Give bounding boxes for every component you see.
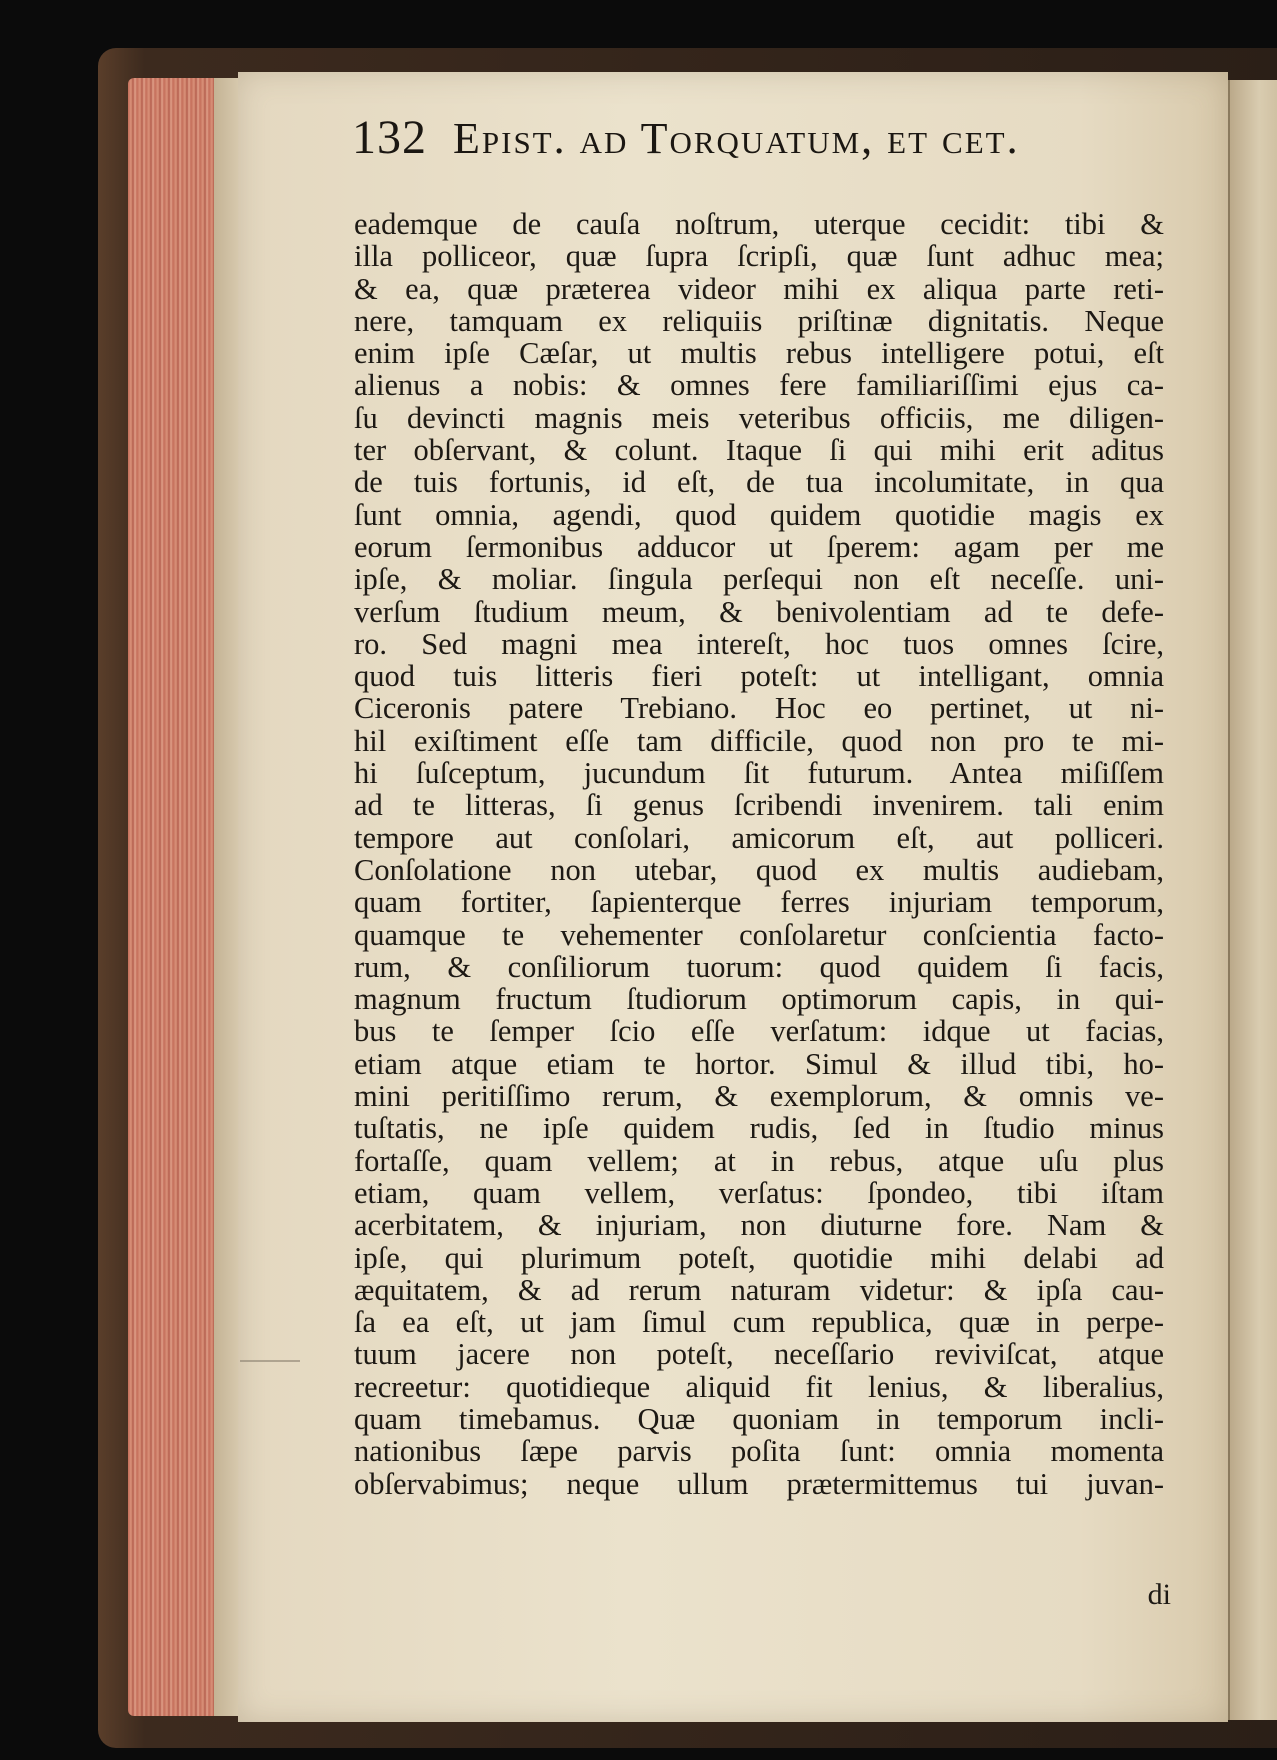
text-line: quam timebamus. Quæ quoniam in temporum incli- [354, 1401, 1164, 1436]
page-header [352, 110, 1172, 180]
text-line: ſu devincti magnis meis veteribus officiis, me diligen- [354, 400, 1164, 435]
text-line: ſa ea eſt, ut jam ſimul cum republica, quæ in perpe- [354, 1305, 1164, 1340]
text-line: enim ipſe Cæſar, ut multis rebus intelligere potui, eſt [354, 336, 1164, 371]
text-line: ter obſervant, & colunt. Itaque ſi qui mihi erit aditus [354, 433, 1164, 468]
text-line: eorum ſermonibus adducor ut ſperem: agam per me [354, 529, 1164, 564]
text-line: mini peritiſſimo rerum, & exemplorum, & omnis ve- [354, 1079, 1164, 1114]
text-line: ipſe, & moliar. ſingula perſequi non eſt neceſſe. uni- [354, 562, 1164, 597]
page-number: 132 [352, 111, 427, 164]
text-line: eademque de cauſa noſtrum, uterque cecidit: tibi & [354, 207, 1164, 241]
margin-mark [240, 1360, 300, 1362]
text-line: alienus a nobis: & omnes fere familiariſſimi ejus ca- [354, 368, 1164, 403]
running-head: Epist. ad Torquatum, et cet. [453, 114, 1020, 163]
text-line: hi ſuſceptum, jucundum ſit futurum. Antea miſiſſem [354, 756, 1164, 791]
text-line: bus te ſemper ſcio eſſe verſatum: idque ut facias, [354, 1014, 1164, 1049]
text-line: tuſtatis, ne ipſe quidem rudis, ſed in ſtudio minus [354, 1111, 1164, 1146]
text-line: obſervabimus; neque ullum prætermittemus tui juvan- [354, 1466, 1164, 1501]
text-line: fortaſſe, quam vellem; at in rebus, atque uſu plus [354, 1143, 1164, 1178]
text-line: rum, & conſiliorum tuorum: quod quidem ſi facis, [354, 949, 1164, 984]
text-line: illa polliceor, quæ ſupra ſcripſi, quæ ſunt adhuc mea; [354, 239, 1164, 274]
text-line: Ciceronis patere Trebiano. Hoc eo pertinet, ut ni- [354, 691, 1164, 726]
text-line: ſunt omnia, agendi, quod quidem quotidie magis ex [354, 497, 1164, 532]
text-line: quod tuis litteris fieri poteſt: ut intelligant, omnia [354, 659, 1164, 694]
text-line: etiam, quam vellem, verſatus: ſpondeo, tibi iſtam [354, 1175, 1164, 1210]
catchword: di [1147, 1578, 1171, 1611]
text-line: nationibus ſæpe parvis poſita ſunt: omnia momenta [354, 1434, 1164, 1469]
text-line: & ea, quæ præterea videor mihi ex aliqua parte reti- [354, 271, 1164, 306]
text-line: etiam atque etiam te hortor. Simul & illud tibi, ho- [354, 1046, 1164, 1081]
text-line: tuum jacere non poteſt, neceſſario reviviſcat, atque [354, 1337, 1164, 1372]
text-line: acerbitatem, & injuriam, non diuturne fore. Nam & [354, 1208, 1164, 1243]
facing-page-edge [1228, 80, 1277, 1720]
text-line: magnum fructum ſtudiorum optimorum capis, in qui- [354, 982, 1164, 1017]
text-line: tempore aut conſolari, amicorum eſt, aut polliceri. [354, 820, 1164, 855]
text-line: ad te litteras, ſi genus ſcribendi invenirem. tali enim [354, 788, 1164, 823]
text-line: de tuis fortunis, id eſt, de tua incolumitate, in qua [354, 465, 1164, 500]
text-line: ro. Sed magni mea intereſt, hoc tuos omnes ſcire, [354, 626, 1164, 661]
text-line: nere, tamquam ex reliquiis priſtinæ dignitatis. Neque [354, 303, 1164, 338]
text-line: Conſolatione non utebar, quod ex multis audiebam, [354, 852, 1164, 887]
text-line: quam fortiter, ſapienterque ferres injuriam temporum, [354, 885, 1164, 920]
text-line: recreetur: quotidieque aliquid fit lenius, & liberalius, [354, 1369, 1164, 1404]
text-line: ipſe, qui plurimum poteſt, quotidie mihi delabi ad [354, 1240, 1164, 1275]
body-text [354, 208, 1164, 1500]
text-line: quamque te vehementer conſolaretur conſcientia facto- [354, 917, 1164, 952]
text-line: hil exiſtiment eſſe tam difficile, quod non pro te mi- [354, 723, 1164, 758]
text-line: æquitatem, & ad rerum naturam videtur: & ipſa cau- [354, 1272, 1164, 1307]
text-line: verſum ſtudium meum, & benivolentiam ad te defe- [354, 594, 1164, 629]
